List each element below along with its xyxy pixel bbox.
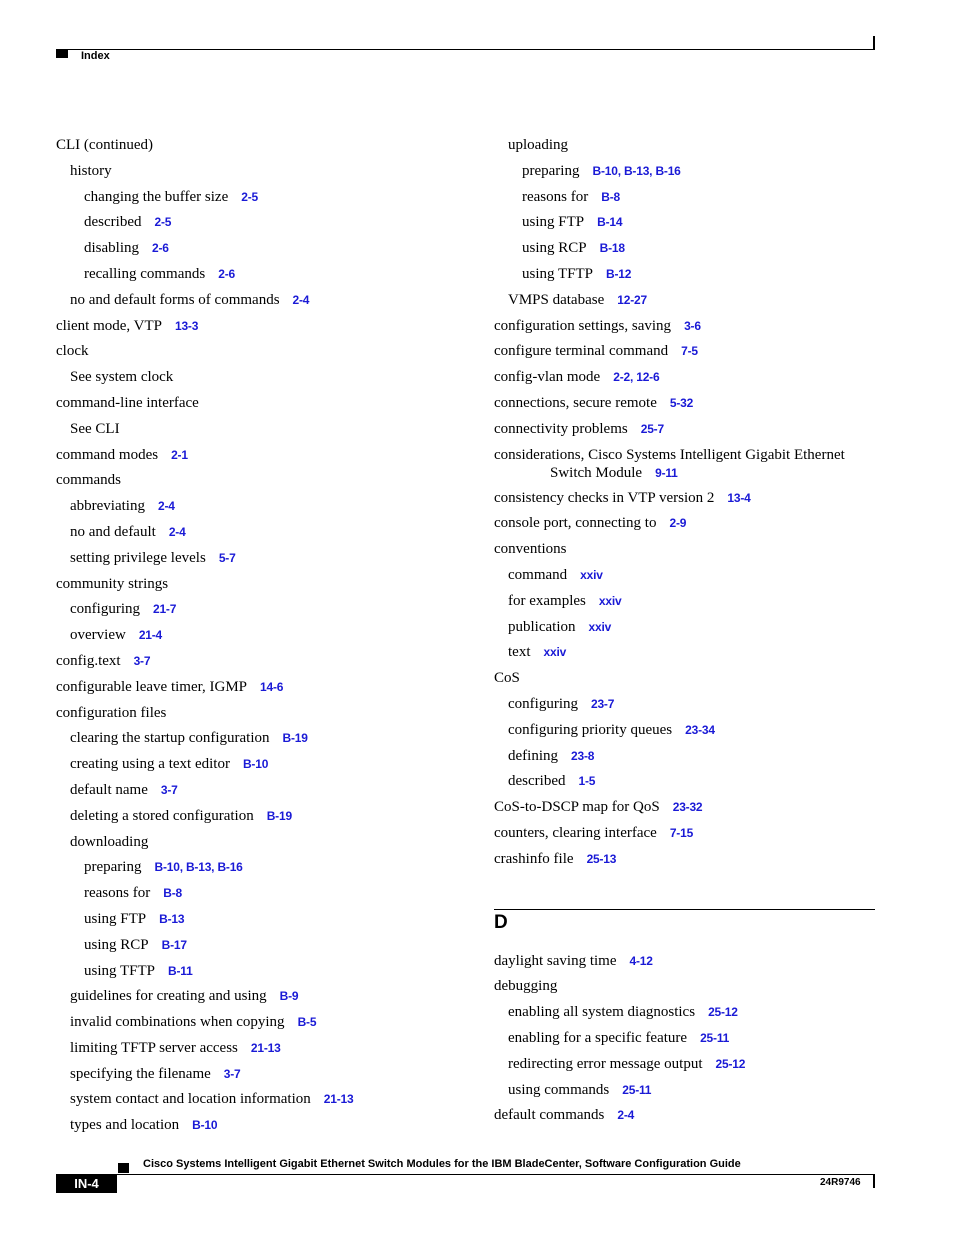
page-reference-link[interactable]: B-8: [163, 886, 182, 901]
index-term: downloading: [70, 833, 149, 850]
index-entry: [494, 420, 875, 438]
page-reference-link[interactable]: 2-5: [154, 215, 172, 230]
index-entry: [70, 420, 476, 438]
index-entry: [70, 523, 476, 541]
page-reference-link[interactable]: 2-4: [617, 1108, 635, 1123]
index-entry: [56, 704, 476, 722]
index-entry: [70, 807, 476, 825]
index-entry: [494, 368, 875, 386]
index-entry: [522, 265, 875, 283]
footer-tick-mark: [873, 1174, 875, 1188]
page-reference-link[interactable]: 12-27: [617, 292, 647, 307]
page-reference-link[interactable]: B-17: [161, 937, 187, 952]
index-entry: [508, 618, 875, 636]
index-term: defining: [508, 747, 558, 764]
page-reference-link[interactable]: 13-3: [174, 318, 199, 333]
index-term: CoS: [494, 670, 520, 687]
index-term: commands: [56, 472, 121, 489]
index-term: default commands: [494, 1107, 605, 1124]
index-entry: [508, 592, 875, 610]
index-entry: [522, 239, 875, 257]
page-reference-link[interactable]: xxiv: [580, 567, 603, 582]
page-reference-link[interactable]: 23-7: [590, 696, 615, 711]
index-entry: [70, 833, 476, 851]
index-entry: [508, 695, 875, 713]
index-term: configuring priority queues: [508, 721, 673, 738]
index-entry: [494, 824, 875, 842]
index-term: disabling: [84, 240, 139, 257]
index-entry: [84, 188, 476, 206]
index-term: connectivity problems: [494, 420, 628, 437]
index-term: using FTP: [84, 910, 147, 927]
index-term: command-line interface: [56, 394, 199, 411]
index-term: overview: [70, 627, 126, 644]
index-term: text: [508, 644, 531, 661]
index-term: invalid combinations when copying: [70, 1014, 285, 1031]
page-reference-link[interactable]: 25-12: [715, 1056, 746, 1071]
footer-doc-number: 24R9746: [820, 1177, 861, 1188]
page-reference-link[interactable]: 21-7: [152, 602, 177, 617]
footer-book-title: Cisco Systems Intelligent Gigabit Ethernet Switch Modules for the IBM BladeCenter, Software Configuration Guide: [143, 1158, 741, 1170]
index-term: using TFTP: [522, 265, 593, 282]
section-heading-spacer: [494, 934, 875, 952]
page-reference-link[interactable]: 2-5: [241, 189, 259, 204]
index-term: redirecting error message output: [508, 1055, 703, 1072]
index-term: types and location: [70, 1117, 180, 1134]
index-term: described: [84, 214, 142, 231]
index-term: CLI (continued): [56, 137, 154, 153]
index-entry: [56, 342, 476, 360]
index-right-column: [494, 136, 875, 1132]
index-term: configuration files: [56, 704, 167, 721]
page-reference-link[interactable]: 25-11: [622, 1082, 652, 1097]
footer-rule: [56, 1174, 875, 1175]
index-term: debugging: [494, 978, 558, 995]
page-reference-link[interactable]: 25-7: [640, 421, 664, 436]
index-entry: [70, 549, 476, 567]
index-entry: [70, 755, 476, 773]
index-entry: [508, 721, 875, 739]
page-reference-link[interactable]: 2-9: [669, 516, 687, 531]
page-reference-link[interactable]: 2-6: [152, 241, 169, 256]
page-reference-link[interactable]: xxiv: [543, 645, 567, 660]
index-term: enabling for a specific feature: [508, 1029, 688, 1046]
index-entry: [56, 575, 476, 593]
page-reference-link[interactable]: B-19: [266, 808, 292, 823]
index-entry: [70, 368, 476, 386]
index-entry: [508, 747, 875, 765]
index-term: using RCP: [84, 936, 149, 953]
index-entry: [56, 471, 476, 489]
index-entry: [56, 446, 476, 464]
index-term: described: [508, 773, 566, 790]
index-term: creating using a text editor: [70, 756, 230, 773]
page-reference-link[interactable]: 4-12: [629, 953, 653, 968]
index-entry: [56, 678, 476, 696]
index-entry: [70, 781, 476, 799]
index-term: setting privilege levels: [70, 549, 206, 566]
page-reference-link[interactable]: 25-11: [700, 1030, 730, 1045]
index-term: deleting a stored configuration: [70, 807, 254, 824]
index-term: history: [70, 162, 112, 179]
footer-marker-square: [118, 1163, 129, 1173]
index-entry: [70, 497, 476, 515]
index-entry: [508, 566, 875, 584]
page-reference-link[interactable]: 2-4: [292, 292, 310, 307]
page-reference-link[interactable]: 25-13: [586, 851, 617, 866]
index-term: specifying the filename: [70, 1065, 211, 1082]
section-d-heading: D: [494, 911, 508, 933]
index-entry: [494, 952, 875, 970]
index-entry: [70, 987, 476, 1005]
page-reference-link[interactable]: 2-1: [171, 447, 188, 462]
page-reference-link[interactable]: B-14: [597, 215, 623, 230]
index-entry: [508, 291, 875, 309]
index-term: CoS-to-DSCP map for QoS: [494, 799, 660, 816]
index-entry: [508, 136, 875, 154]
index-term: system contact and location information: [70, 1091, 311, 1108]
index-entry: [494, 977, 875, 995]
index-term: client mode, VTP: [56, 317, 162, 334]
index-term: uploading: [508, 137, 568, 153]
index-term: VMPS database: [508, 291, 605, 308]
index-term: using RCP: [522, 240, 587, 257]
index-term: guidelines for creating and using: [70, 988, 267, 1005]
page-reference-link[interactable]: 13-4: [727, 490, 751, 505]
header-marker-square: [56, 49, 68, 58]
index-term: console port, connecting to: [494, 515, 657, 532]
index-term: abbreviating: [70, 498, 145, 515]
page-reference-link[interactable]: B-10: [192, 1118, 218, 1133]
page-reference-link[interactable]: 5-7: [218, 550, 236, 565]
index-entry: [70, 1013, 476, 1031]
index-term: changing the buffer size: [84, 188, 229, 205]
index-term: recalling commands: [84, 265, 206, 282]
index-term: clock: [56, 343, 89, 360]
page-reference-link[interactable]: 23-32: [672, 800, 703, 815]
index-term: config.text: [56, 652, 121, 669]
index-entry: [522, 188, 875, 206]
page-reference-link[interactable]: 2-4: [157, 499, 175, 514]
index-entry: [522, 213, 875, 231]
index-entry: [70, 1065, 476, 1083]
index-entry: [70, 162, 476, 180]
page-reference-link[interactable]: 25-12: [708, 1005, 738, 1020]
page-reference-link[interactable]: 5-32: [669, 395, 694, 410]
index-left-column: [56, 136, 476, 1142]
index-entry: [508, 1055, 875, 1073]
index-entry: [508, 1081, 875, 1099]
index-entry: [70, 626, 476, 644]
section-d-rule: [494, 909, 875, 910]
index-term: no and default: [70, 523, 156, 540]
index-entry: [84, 884, 476, 902]
page-reference-link[interactable]: B-8: [601, 189, 620, 204]
index-entry: [70, 600, 476, 618]
page-reference-link[interactable]: B-19: [282, 731, 308, 746]
index-term: no and default forms of commands: [70, 291, 280, 308]
page-reference-link[interactable]: B-18: [599, 241, 625, 256]
index-entry: [508, 772, 875, 790]
index-term: config-vlan mode: [494, 369, 601, 386]
section-spacer: [494, 876, 875, 909]
index-term: using commands: [508, 1081, 610, 1098]
index-term: limiting TFTP server access: [70, 1039, 238, 1056]
index-term: connections, secure remote: [494, 394, 657, 411]
index-term: using FTP: [522, 214, 585, 231]
index-entry: [70, 1116, 476, 1134]
index-term: See CLI: [70, 420, 120, 437]
index-term: using TFTP: [84, 962, 155, 979]
page-reference-link[interactable]: 21-13: [250, 1040, 281, 1055]
index-entry: [84, 213, 476, 231]
index-entry: [84, 858, 476, 876]
index-entry: [494, 1106, 875, 1124]
index-entry: [84, 239, 476, 257]
index-term: daylight saving time: [494, 952, 617, 969]
index-entry: [494, 850, 875, 868]
index-term: publication: [508, 618, 576, 635]
index-term: command: [508, 566, 568, 583]
index-term: configuring: [70, 601, 140, 618]
page-reference-link[interactable]: 21-4: [138, 628, 163, 643]
page-reference-link[interactable]: xxiv: [588, 619, 612, 634]
index-entry: [70, 1039, 476, 1057]
index-entry: [522, 162, 875, 180]
page-reference-link[interactable]: B-10, B-13, B-16: [154, 860, 243, 875]
index-term: consistency checks in VTP version 2: [494, 489, 715, 506]
index-term: reasons for: [522, 188, 589, 205]
index-entry: [494, 540, 875, 558]
index-term: preparing: [84, 859, 142, 876]
page-reference-link[interactable]: 14-6: [260, 679, 284, 694]
index-entry: [494, 446, 875, 482]
index-entry: [494, 798, 875, 816]
page-reference-link[interactable]: B-10, B-13, B-16: [592, 163, 681, 178]
index-term: community strings: [56, 575, 169, 592]
index-entry: [70, 291, 476, 309]
index-entry: [56, 394, 476, 412]
index-entry: [56, 136, 476, 154]
index-entry: [494, 317, 875, 335]
index-entry: [494, 489, 875, 507]
index-term: configuring: [508, 695, 578, 712]
index-entry: [56, 652, 476, 670]
page-reference-link[interactable]: B-13: [159, 911, 185, 926]
page-reference-link[interactable]: B-9: [279, 989, 299, 1004]
section-d-entries: [494, 952, 875, 1125]
page-reference-link[interactable]: 2-2, 12-6: [613, 370, 660, 385]
header-rule: [56, 49, 875, 50]
page-reference-link[interactable]: 3-7: [133, 653, 151, 668]
page-reference-link[interactable]: 21-13: [323, 1092, 354, 1107]
index-term: conventions: [494, 541, 567, 558]
index-term: configuration settings, saving: [494, 317, 672, 334]
index-term: for examples: [508, 592, 586, 609]
index-entry: [494, 394, 875, 412]
index-entry: [508, 1003, 875, 1021]
index-term: configure terminal command: [494, 343, 669, 360]
page-reference-link[interactable]: 3-6: [684, 318, 701, 333]
index-entry: [56, 317, 476, 335]
page-reference-link[interactable]: B-5: [297, 1015, 317, 1030]
page-reference-link[interactable]: 3-7: [160, 782, 178, 797]
page-reference-link[interactable]: 2-6: [218, 266, 235, 281]
page-reference-link[interactable]: 23-34: [685, 722, 715, 737]
page-reference-link[interactable]: 2-4: [168, 524, 186, 539]
index-entry: [494, 342, 875, 360]
index-term: default name: [70, 781, 148, 798]
page-reference-link[interactable]: B-10: [242, 757, 269, 772]
index-term: See system clock: [70, 369, 174, 386]
index-entry: [84, 936, 476, 954]
page-reference-link[interactable]: 23-8: [571, 748, 595, 763]
index-entry: [84, 265, 476, 283]
index-term: clearing the startup configuration: [70, 730, 270, 747]
index-entry: [84, 962, 476, 980]
index-term: crashinfo file: [494, 850, 574, 867]
index-entry: [494, 514, 875, 532]
page-reference-link[interactable]: B-12: [606, 266, 632, 281]
page-reference-link[interactable]: 1-5: [578, 774, 596, 789]
header-section-label: Index: [81, 50, 110, 62]
index-term: counters, clearing interface: [494, 824, 657, 841]
page-reference-link[interactable]: 7-5: [681, 344, 698, 359]
page-reference-link[interactable]: 9-11: [655, 465, 678, 480]
index-entry: [70, 1090, 476, 1108]
index-term: configurable leave timer, IGMP: [56, 678, 248, 695]
footer-page-number: IN-4: [56, 1175, 117, 1193]
index-term: preparing: [522, 162, 580, 179]
page-reference-link[interactable]: B-11: [168, 963, 193, 978]
index-entry: [84, 910, 476, 928]
index-entry: [494, 669, 875, 687]
index-term: reasons for: [84, 885, 151, 902]
page-reference-link[interactable]: 7-15: [669, 825, 694, 840]
index-term: command modes: [56, 446, 159, 463]
index-term: enabling all system diagnostics: [508, 1004, 696, 1021]
index-entry: [70, 729, 476, 747]
header-tick-mark: [873, 36, 875, 50]
index-term: considerations, Cisco Systems Intelligent Gigabit Ethernet Switch Module: [494, 446, 845, 481]
page-reference-link[interactable]: xxiv: [598, 593, 622, 608]
index-entry: [508, 1029, 875, 1047]
index-right-entries: [494, 136, 875, 868]
page-reference-link[interactable]: 3-7: [223, 1066, 241, 1081]
index-entry: [508, 643, 875, 661]
